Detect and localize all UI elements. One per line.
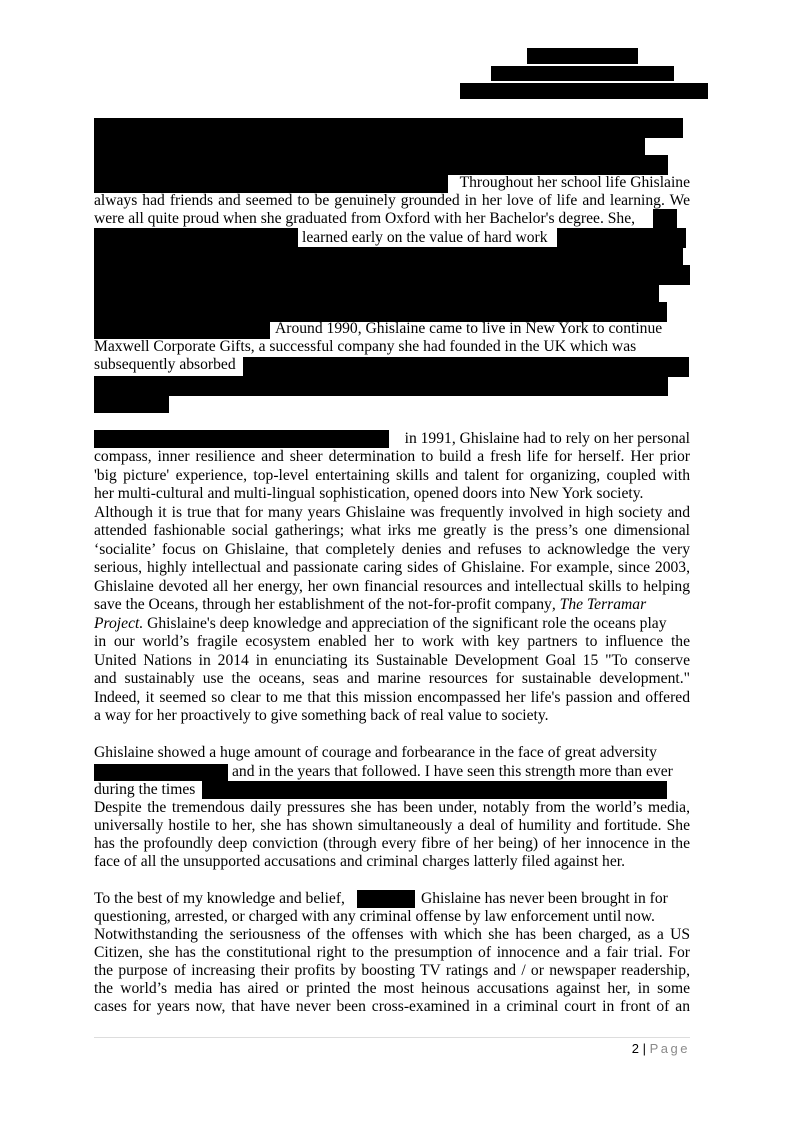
company-name: Project. — [94, 614, 144, 632]
text-line: Maxwell Corporate Gifts, a successful company she had founded in the UK which was — [94, 338, 637, 355]
text-line: the world’s media has aired or printed the most heinous accusations against her, in some — [94, 980, 690, 997]
text-line: a way for her proactively to give something back of real value to society. — [94, 707, 549, 724]
redaction — [491, 66, 674, 81]
text-line: attended fashionable social gatherings; what irks me greatly is the press’s one dimensional — [94, 522, 690, 539]
text-line: her multi-cultural and multi-lingual sophistication, opened doors into New York society. — [94, 485, 644, 502]
text-line: during the times — [94, 781, 196, 798]
text-segment: save the Oceans, through her establishment of the not-for-profit company — [94, 596, 552, 613]
text-line: Ghislaine devoted all her energy, her own financial resources and intellectual skills to helping — [94, 577, 690, 595]
redaction — [94, 118, 683, 138]
redaction — [202, 781, 667, 799]
footer-separator: | — [642, 1041, 646, 1056]
page-footer — [632, 1041, 690, 1056]
text-line: compass, inner resilience and sheer determination to build a fresh life for herself. Her prior — [94, 448, 690, 465]
company-name: , The Terramar — [551, 596, 647, 613]
text-line: subsequently absorbed — [94, 356, 236, 373]
text-line: Although it is true that for many years Ghislaine was frequently involved in high society and — [94, 503, 690, 521]
redaction — [357, 890, 415, 908]
text-line: Around 1990, Ghislaine came to live in New York to continue — [275, 320, 663, 337]
text-line: learned early on the value of hard work — [302, 229, 548, 246]
text-line: the purpose of increasing their profits by boosting TV ratings and / or newspaper readership, — [94, 962, 690, 979]
redaction — [94, 321, 270, 339]
redaction — [94, 395, 169, 413]
text-line: and sustainably use the oceans, seas and marine resources for sustainable development." — [94, 670, 690, 687]
text-line: and in the years that followed. I have seen this strength more than ever — [232, 762, 673, 780]
text-line: cases for years now, that have never been cross-examined in a criminal court in front of an — [94, 998, 690, 1015]
text-line: Notwithstanding the seriousness of the offenses with which she has been charged, as a US — [94, 926, 690, 943]
redaction — [94, 764, 228, 781]
redaction — [460, 83, 708, 99]
text-line: universally hostile to her, she has shown simultaneously a deal of humility and fortitude. She — [94, 817, 690, 834]
redaction — [94, 155, 668, 175]
text-line: in 1991, Ghislaine had to rely on her personal — [404, 430, 690, 447]
redaction — [94, 228, 298, 248]
text-line: were all quite proud when she graduated from Oxford with her Bachelor's degree. She, — [94, 210, 636, 227]
page-number: 2 — [631, 1041, 639, 1056]
text-line: Citizen, she has the constitutional right to the presumption of innocence and a fair trial. For — [94, 944, 690, 961]
footer-divider — [94, 1037, 690, 1038]
text-line: Despite the tremendous daily pressures she has been under, notably from the world’s media, — [94, 799, 690, 816]
redaction — [527, 48, 638, 64]
redaction — [94, 265, 690, 285]
text-line: questioning, arrested, or charged with any criminal offense by law enforcement until now. — [94, 908, 655, 925]
text-line: has the profoundly deep conviction (through every fibre of her being) of her innocence in the — [94, 835, 690, 852]
text-line: in our world’s fragile ecosystem enabled her to work with key partners to influence the — [94, 633, 690, 650]
text-line: Ghislaine has never been brought in for — [421, 890, 668, 907]
text-line: face of all the unsupported accusations and criminal charges latterly filed against her. — [94, 853, 626, 870]
redaction — [243, 357, 689, 377]
text-line: Ghislaine showed a huge amount of courage and forbearance in the face of great adversity — [94, 744, 657, 761]
redaction — [94, 284, 659, 303]
text-line: Throughout her school life Ghislaine — [459, 174, 690, 191]
redaction — [94, 137, 645, 156]
text-line: 'big picture' experience, top-level entertaining skills and talent for organizing, coupled with — [94, 466, 690, 484]
redaction — [94, 430, 389, 448]
redaction — [94, 302, 667, 322]
page-label: Page — [649, 1041, 690, 1056]
text-line: To the best of my knowledge and belief, — [94, 890, 345, 907]
text-line — [94, 596, 646, 614]
text-line: always had friends and seemed to be genuinely grounded in her love of life and learning. We — [94, 192, 690, 209]
redaction — [94, 174, 448, 193]
redaction — [94, 376, 668, 396]
text-line: serious, highly intellectual and passionate caring sides of Ghislaine. For example, since 2003, — [94, 559, 690, 576]
redaction — [557, 228, 686, 248]
text-line: United Nations in 2014 in enunciating its Sustainable Development Goal 15 "To conserve — [94, 651, 690, 669]
text-line: Indeed, it seemed so clear to me that this mission encompassed her life's passion and offered — [94, 688, 690, 706]
redaction — [653, 209, 677, 229]
text-segment: Ghislaine's deep knowledge and appreciation of the significant role the oceans play — [143, 614, 667, 632]
text-line — [94, 615, 667, 633]
text-line: ‘socialite’ focus on Ghislaine, that completely denies and refuses to acknowledge the very — [94, 540, 690, 558]
redaction — [94, 247, 683, 266]
